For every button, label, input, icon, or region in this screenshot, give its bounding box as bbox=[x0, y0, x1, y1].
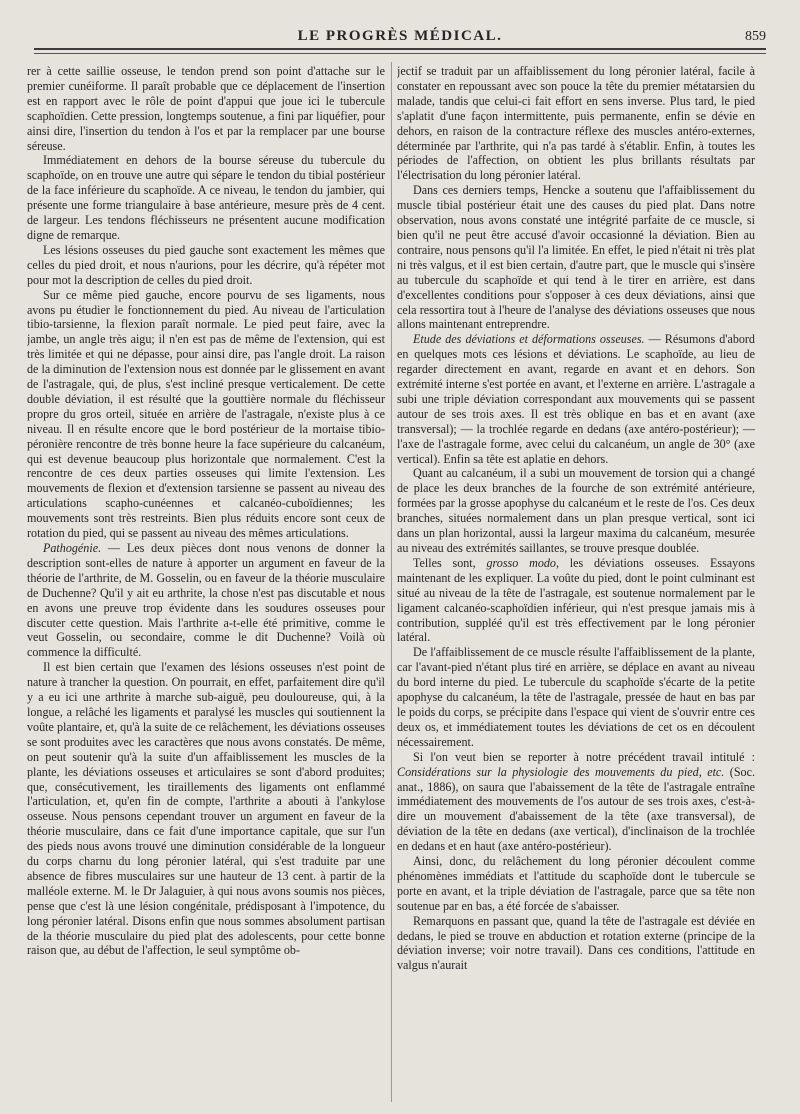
paragraph-telles bbox=[397, 556, 755, 645]
paragraph: jectif se traduit par un affaiblissement du long péronier latéral, facile à constater en repoussant avec son pouce la tête du premier métatarsien du malade, tandis que celui-ci fait effort en sens inverse. Plus tard, le pied s'aplatit d'une façon intermittente, puis permanente, enfin se dévie en dehors, en raison de la contracture réflexe des muscles antéro-externes, déterminée par l'arthrite, qui n'a pas tardé à s'établir. Enfin, à toutes les périodes de l'affection, on obtient les plus brillants résultats par l'électrisation du long péronier latéral. bbox=[397, 64, 755, 183]
paragraph-pathogenie bbox=[27, 541, 385, 660]
paragraph: Immédiatement en dehors de la bourse séreuse du tubercule du scaphoïde, on en trouve une autre qui sépare le tendon du tibial postérieur de la face inférieure du scaphoïde. A ce niveau, le tendon du jambier, qui présente une forme triangulaire à base antérieure, mesure près de 4 cent. de largeur. Les tendons fléchisseurs ne présentent aucune modification digne de remarque. bbox=[27, 153, 385, 242]
paragraph: Remarquons en passant que, quand la tête de l'astragale est déviée en dedans, le pied se trouve en abduction et rotation externe (principe de la déviation inverse; voir notre travail). Dans ces conditions, l'attitude en valgus n'aurait bbox=[397, 913, 755, 973]
paragraph: Quant au calcanéum, il a subi un mouvement de torsion qui a changé de place les deux branches de la fourche de son extrémité antérieure, formées par la grosse apophyse du calcanéum et le reste de l'os. Ces deux branches, situées normalement dans un plan presque vertical, sont ici dans un plan horizontal, aussi la largeur maxima du calcanéum, mesurée au niveau des extrémités saillantes, se trouve presque doublée. bbox=[397, 466, 755, 555]
paragraph: Il est bien certain que l'examen des lésions osseuses n'est point de nature à trancher la question. On pourrait, en effet, parfaitement dire qu'il y a eu ici une arthrite à marche sub-aiguë, peu douloureuse, qui, à la longue, a relâché les ligaments et paralysé les muscles qui soutiennent la voûte plantaire, et, qu'à la suite de ce relâchement, les déviations osseuses se sont produites avec les caractères que nous avons constatés. De même, on peut soutenir qu'à la suite d'un affaiblissement les muscles de la plante, les déviations osseuses et articulaires se sont d'abord produites; que, consécutivement, les tiraillements des ligaments ont enflammé l'articulation, et, qu'en fin de compte, l'arthrite a abouti à l'ankylose osseuse. Nous pensons cependant trouver un argument en faveur de la théorie musculaire, dans ce fait d'une importance capitale, que sur l'un des pieds nous avons trouvé une diminution considérable de la longueur du corps charnu du long péronier latéral, qui s'est traduite par une absence de fibres musculaires sur une hauteur de 13 cent. à partir de la malléole externe. M. le Dr Jalaguier, à qui nous avons soumis nos pièces, pense que c'est là une lésion congénitale, prédisposant à l'impotence, du long péronier latéral. Disons enfin que nous sommes absolument partisan de la théorie musculaire du pied plat des adolescents, pour cette bonne raison que, au début de l'affection, le seul symptôme ob- bbox=[27, 660, 385, 958]
paragraph-text: Si l'on veut bien se reporter à notre précédent travail intitulé : bbox=[413, 749, 755, 764]
left-column bbox=[27, 64, 385, 1104]
section-heading-etude: Etude des déviations et déformations osseuses. bbox=[413, 332, 645, 347]
page-header bbox=[34, 28, 766, 48]
paragraph-text: — Les deux pièces dont nous venons de donner la description sont-elles de nature à apporter un argument en faveur de la théorie de l'arthrite, de M. Gosselin, ou en faveur de la théorie musculaire de Duchenne? Qu'il y ait eu arthrite, la chose n'est pas discutable et nous en avons une preuve trop évidente dans les soudures osseuses pour discuter cette question. Mais l'arthrite a-t-elle été primitive, comme le veut Gosselin, ou secondaire, comme le dit Duchenne? Voilà où commence la difficulté. bbox=[27, 541, 385, 660]
paragraph: Ainsi, donc, du relâchement du long péronier découlent comme phénomènes immédiats et l'attitude du scaphoïde dont le tubercule se porte en avant, et la triple déviation de l'astragale, parce que sa tête non soutenue par en bas, a été forcée de s'abaisser. bbox=[397, 854, 755, 913]
paragraph: Les lésions osseuses du pied gauche sont exactement les mêmes que celles du pied droit, et nous n'aurions, pour les décrire, qu'à répéter mot pour mot la description de celles du pied droit. bbox=[27, 242, 385, 287]
paragraph-text: (Soc. anat., 1886), on saura que l'abaissement de la tête de l'astragale entraîne immédiatement des mouvements de l'os autour de ses trois axes, c'est-à-dire un mouvement d'abaissement de la tête (axe transversal), de déviation de la tête en dedans (axe vertical), d'inclinaison de la trochlée en dedans et en haut (axe antéro-postérieur). bbox=[397, 764, 755, 854]
journal-title: LE PROGRÈS MÉDICAL. bbox=[297, 28, 503, 44]
section-heading-pathogenie: Pathogénie. bbox=[43, 541, 102, 555]
paragraph-text: — Résumons d'abord en quelques mots ces lésions et déviations. Le scaphoïde, au lieu de regarder directement en avant, regarde en avant et en dehors. Son extrémité interne s'est portée en avant, et l'externe en arrière. L'astragale a subi une triple déviation correspondant aux mouvements qui se passent autour de ses trois axes. Il est très oblique en bas et en avant (axe transversal); — la trochlée regarde en dedans (axe antéro-postérieur); — l'axe de l'astragale forme, avec celui du calcanéum, un angle de 30° (axe vertical). Enfin sa tête est aplatie en dehors. bbox=[397, 332, 755, 466]
paragraph-text: Telles sont, bbox=[413, 555, 487, 570]
paragraph: De l'affaiblissement de ce muscle résulte l'affaiblissement de la plante, car l'avant-pied n'étant plus tiré en arrière, se déplace en avant au niveau du bord interne du pied. Le tubercule du scaphoïde s'écarte de la petite apophyse du calcanéum, la tête de l'astragale, pressée de haut en bas par le poids du corps, se précipite dans l'espace qui vient de s'ouvrir entre ces deux os, et immédiatement toutes les déviations de cet os en découlent nécessairement. bbox=[397, 645, 755, 749]
header-rule-thin bbox=[34, 53, 766, 54]
paragraph-text: , les déviations osseuses. Essayons maintenant de les expliquer. La voûte du pied, dont le point culminant est situé au niveau de la tête de l'astragale, est soutenue normalement par le ligament calcanéo-scaphoïdien inférieur, qui n'est presque jamais mis à contribution, suppléé qu'il est très effectivement par le long péronier latéral. bbox=[397, 555, 755, 645]
italic-phrase: grosso modo bbox=[486, 555, 556, 570]
paragraph: Sur ce même pied gauche, encore pourvu de ses ligaments, nous avons pu étudier le fonctionnement du pied. Au niveau de l'articulation tibio-tarsienne, la flexion paraît normale. Le pied peut faire, avec la jambe, un angle très aigu; il n'en est pas de même de l'extension, qui est très limitée et qui ne dépasse, pour ainsi dire, pas l'angle droit. La raison de la diminution de l'extension nous est donnée par le glissement en avant de l'astragale, qui, de plus, s'est incliné presque verticalement. De cette double déviation, il est résulté que la gouttière normale du fléchisseur propre du gros orteil, située en arrière de l'astragale, n'existe plus à ce niveau. Il en résulte encore que le bord postérieur de la mortaise tibio-péronière rencontre de très bonne heure la face supérieure du calcanéum, qui est devenue beaucoup plus horizontale que normalement. C'est la rencontre de ces deux parties osseuses qui limite l'extension. Les mouvements de flexion et d'extension tarsienne se passent au niveau des articulations scapho-cunéennes et calcanéo-cuboïdiennes; les mouvements sont très restreints. Bien plus réduits encore sont ceux de rotation du pied, qui se passent au niveau des mêmes articulations. bbox=[27, 287, 385, 541]
paragraph-reference bbox=[397, 750, 755, 854]
header-rule-thick bbox=[34, 48, 766, 50]
page-number: 859 bbox=[745, 29, 766, 44]
paragraph-etude bbox=[397, 332, 755, 466]
right-column bbox=[397, 64, 755, 1104]
paragraph: Dans ces derniers temps, Hencke a soutenu que l'affaiblissement du muscle tibial postérieur était une des causes du pied plat. Dans notre observation, nous avons constaté une intégrité parfaite de ce muscle, si bien qu'il ne peut être accusé d'avoir occasionné la déviation. Bien au contraire, nous pensons qu'il l'a limitée. En effet, le pied n'était ni très plat ni très valgus, et il est bien certain, d'autre part, que le muscle qui s'insère au tubercule du scaphoïde et qui tend à le tirer en arrière, est dans d'excellentes conditions pour s'opposer à ces deux déviations, ainsi que cela ressortira tout à l'heure de l'analyse des déviations osseuses que nous allons maintenant entreprendre. bbox=[397, 183, 755, 332]
paragraph: rer à cette saillie osseuse, le tendon prend son point d'attache sur le premier cunéiforme. Il paraît probable que ce déplacement de l'insertion est en rapport avec le rôle de point d'appui que joue ici le tubercule scaphoïdien. Cette pression, longtemps soutenue, a fini par liquéfier, pour ainsi dire, l'insertion du tendon à l'os et par la remplacer par une bourse séreuse. bbox=[27, 64, 385, 153]
column-divider bbox=[391, 62, 392, 1102]
cited-title: Considérations sur la physiologie des mouvements du pied, etc. bbox=[397, 764, 725, 779]
